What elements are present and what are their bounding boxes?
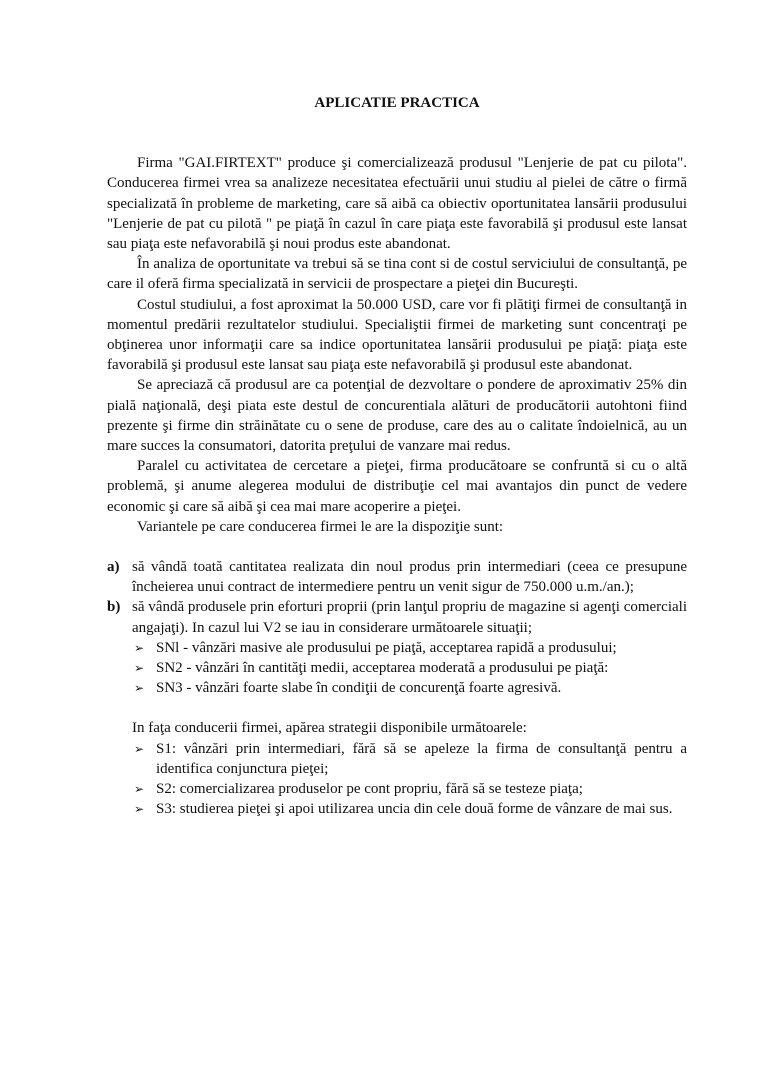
paragraph-market-potential: Se apreciază că produsul are ca potenţial de dezvoltare o pondere de aproximativ 25% din pială naţională, deşi piata este destul de concurentiala alături de producătorii autohtoni fiind prezente şi firme din străinătate cu o sene de produse, care des au o calitate îndoielnică, au un mare succes la consumatori, datorita preţului de vanzare mai redus. (107, 377, 687, 455)
strategies-list (107, 739, 687, 820)
arrow-right-icon: ➢ (134, 661, 145, 676)
situation-text: SN2 - vânzări în cantităţi medii, acceptarea moderată a produsului pe piaţă: (156, 660, 609, 677)
paragraph-analysis: În analiza de oportunitate va trebui să se tina cont si de costul serviciului de consultanţă, pe care il oferă firma specializată in servicii de prospectare a pieţei din Bucureşti. (107, 256, 687, 293)
strategies-intro: In faţa conducerii firmei, apărea strategii disponibile următoarele: (132, 720, 527, 737)
paragraph-intro: Firma "GAI.FIRTEXT" produce şi comercializează produsul "Lenjerie de pat cu pilota". Conducerea firmei vrea sa analizeze necesitatea efectuării unui studiu al pielei de către o firmă specializată în probleme de marketing, care să aibă ca obiectiv oportunitatea lansării produsului "Lenjerie de pat cu pilotă " pe piaţă în cazul în care piaţa este favorabilă şi produsul este lansat sau piaţa este nefavorabilă şi noui produs este abandonat. (107, 155, 687, 253)
option-a (107, 557, 687, 597)
arrow-right-icon: ➢ (134, 741, 145, 756)
situation-text: SN3 - vânzări foarte slabe în condiţii de concurenţă foarte agresivă. (156, 680, 562, 697)
situation-item (132, 658, 687, 678)
arrow-right-icon: ➢ (134, 802, 145, 817)
arrow-right-icon: ➢ (134, 681, 145, 696)
strategy-text: S3: studierea pieţei şi apoi utilizarea uncia din cele două forme de vânzare de mai sus. (156, 801, 673, 818)
document-page (107, 93, 687, 820)
strategy-item (132, 739, 687, 779)
paragraph-distribution-problem: Paralel cu activitatea de cercetare a pieţei, firma producătoare se confruntă si cu o altă problemă, şi anume alegerea modului de distribuţie cel mai avantajos din punct de vedere economic şi care să aibă şi cea mai mare acoperire a pieţei. (107, 458, 687, 515)
arrow-right-icon: ➢ (134, 782, 145, 797)
situation-item (132, 678, 687, 698)
option-marker: b) (107, 599, 121, 616)
situation-text: SNl - vânzări masive ale produsului pe piaţă, acceptarea rapidă a produsului; (156, 639, 617, 656)
arrow-right-icon: ➢ (134, 640, 145, 655)
option-b (107, 597, 687, 698)
option-text: să vândă produsele prin eforturi proprii (prin lanţul propriu de magazine si agenţi comerciali angajaţi). In cazul lui V2 se iau in considerare următoarele situaţii; (132, 599, 687, 636)
strategy-text: S2: comercializarea produselor pe cont propriu, fără să se testeze piaţa; (156, 781, 583, 798)
page-title: APLICATIE PRACTICA (314, 95, 480, 111)
paragraph-variants-intro: Variantele pe care conducerea firmei le are la dispoziţie sunt: (137, 518, 504, 535)
paragraph-study-cost: Costul studiului, a fost aproximat la 50.000 USD, care vor fi plătiţi firmei de consultanţă in momentul predării rezultatelor studiului. Specialiştii firmei de marketing sunt concentraţi pe obţinerea unor informaţii care sa indice oportunitatea lansării produsului pe piaţă: piaţa este favorabilă şi produsul este lansat sau piaţa este nefavorabilă şi produsul este abandonat. (107, 296, 687, 374)
strategy-text: S1: vânzări prin intermediari, fără să se apeleze la firma de consultanţă pentru a identifica conjunctura pieţei; (156, 740, 687, 777)
option-marker: a) (107, 559, 120, 576)
strategy-item (132, 799, 687, 819)
options-list (107, 557, 687, 698)
situation-item (132, 638, 687, 658)
strategy-item (132, 779, 687, 799)
option-text: să vândă toată cantitatea realizata din noul produs prin intermediari (ceea ce presupune încheierea unui contract de intermediere pentru un venit sigur de 750.000 u.m./an.); (132, 559, 687, 596)
situations-list (132, 638, 687, 699)
